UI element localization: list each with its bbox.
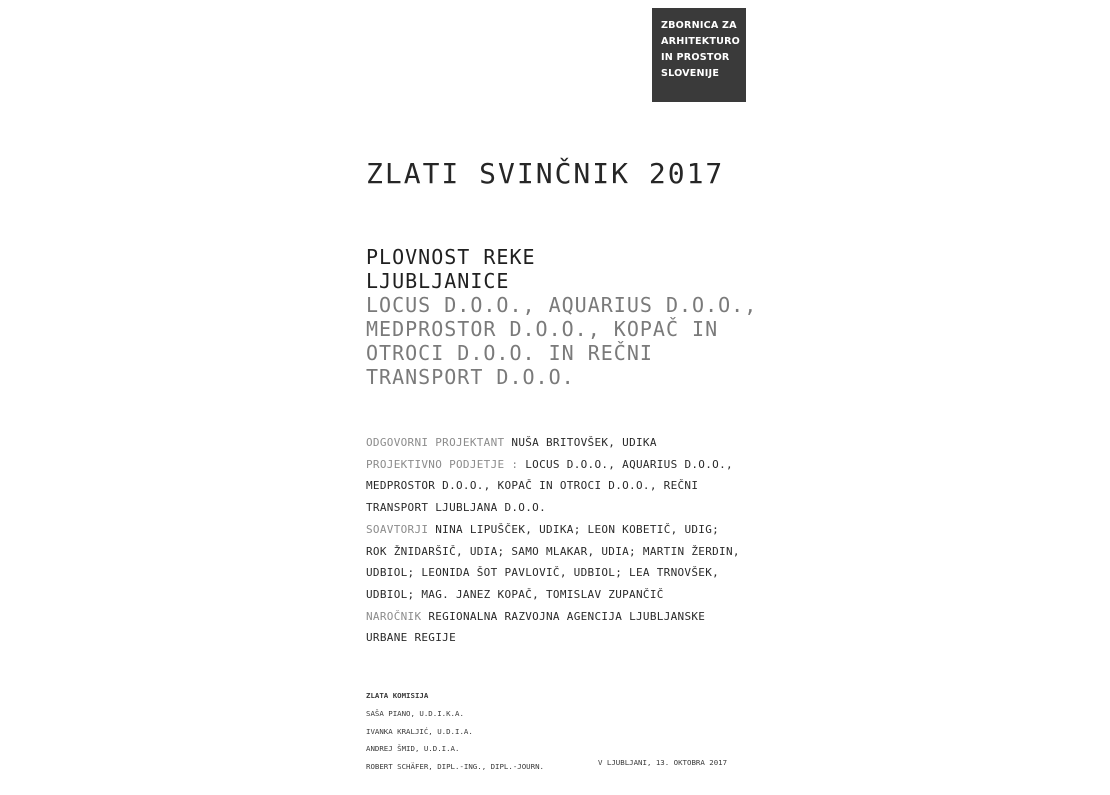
project-authors — [366, 293, 766, 389]
project-name-line: LJUBLJANICE — [366, 269, 510, 293]
logo-line: IN PROSTOR — [661, 52, 730, 63]
responsible-designer-label: ODGOVORNI PROJEKTANT — [366, 436, 505, 449]
coauthors-cont: UDBIOL; LEONIDA ŠOT PAVLOVIČ, UDBIOL; LEA TRNOVŠEK, — [366, 566, 720, 580]
design-company-cont: TRANSPORT LJUBLJANA D.O.O. — [366, 501, 546, 515]
jury-member: ANDREJ ŠMID, U.D.I.A. — [366, 744, 460, 754]
coauthors — [366, 519, 766, 541]
logo-line: SLOVENIJE — [661, 68, 720, 79]
client — [366, 606, 766, 628]
design-company — [366, 454, 766, 476]
responsible-designer — [366, 432, 766, 454]
jury-member: ROBERT SCHÄFER, DIPL.-ING., DIPL.-JOURN. — [366, 762, 544, 772]
place-date: V LJUBLJANI, 13. OKTOBRA 2017 — [598, 758, 728, 767]
project-name-line: PLOVNOST REKE — [366, 245, 536, 269]
jury-member: IVANKA KRALJIĆ, U.D.I.A. — [366, 726, 473, 736]
design-company-value: LOCUS D.O.O., AQUARIUS D.O.O., — [525, 457, 733, 471]
client-value: REGIONALNA RAZVOJNA AGENCIJA LJUBLJANSKE — [428, 609, 706, 623]
jury-member: SAŠA PIANO, U.D.I.K.A. — [366, 708, 464, 718]
client-cont: URBANE REGIJE — [366, 631, 456, 645]
coauthors-label: SOAVTORJI — [366, 522, 429, 536]
project-block — [366, 245, 766, 389]
logo-line: ARHITEKTURO — [661, 36, 741, 47]
project-authors-line: MEDPROSTOR D.O.O., KOPAČ IN — [366, 317, 719, 341]
responsible-designer-value: NUŠA BRITOVŠEK, UDIKA — [511, 436, 657, 449]
coauthors-cont: ROK ŽNIDARŠIČ, UDIA; SAMO MLAKAR, UDIA; MARTIN ŽERDIN, — [366, 544, 740, 558]
project-authors-line: TRANSPORT D.O.O. — [366, 365, 575, 389]
project-authors-line: OTROCI D.O.O. IN REČNI — [366, 341, 653, 365]
design-company-cont: MEDPROSTOR D.O.O., KOPAČ IN OTROCI D.O.O., REČNI — [366, 479, 699, 493]
logo-line: ZBORNICA ZA — [661, 20, 737, 31]
coauthors-cont: UDBIOL; MAG. JANEZ KOPAČ, TOMISLAV ZUPANČIČ — [366, 587, 664, 601]
zapS-logo — [652, 8, 746, 102]
client-label: NAROČNIK — [366, 609, 422, 623]
jury-block — [366, 687, 544, 776]
project-name — [366, 245, 766, 293]
project-details — [366, 432, 766, 649]
coauthors-value: NINA LIPUŠČEK, UDIKA; LEON KOBETIČ, UDIG; — [435, 522, 720, 536]
project-authors-line: LOCUS D.O.O., AQUARIUS D.O.O., — [366, 293, 758, 317]
design-company-label: PROJEKTIVNO PODJETJE : — [366, 457, 519, 471]
jury-heading: ZLATA KOMISIJA — [366, 691, 429, 700]
award-title: ZLATI SVINČNIK 2017 — [366, 157, 725, 190]
